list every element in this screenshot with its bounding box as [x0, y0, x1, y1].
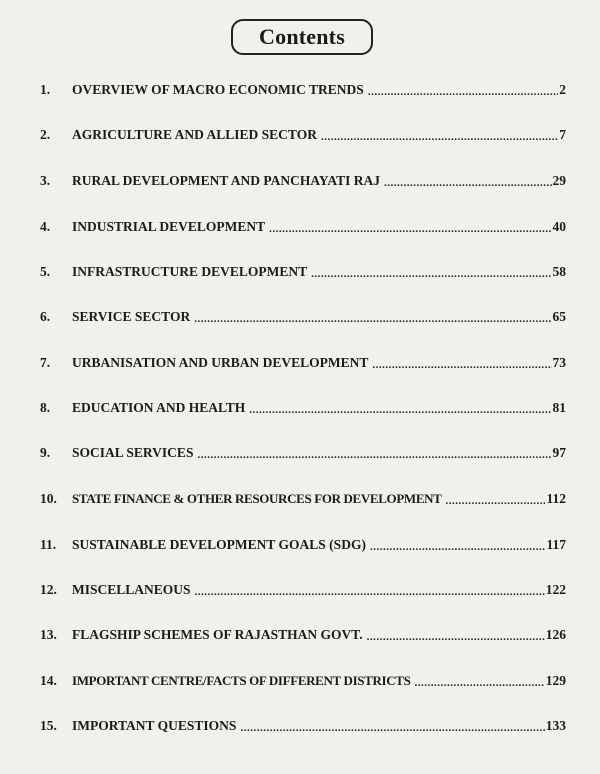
toc-entry-page: 2 — [559, 82, 566, 97]
toc-entry-title: OVERVIEW OF MACRO ECONOMIC TRENDS — [72, 82, 364, 97]
toc-entry-title: SUSTAINABLE DEVELOPMENT GOALS (SDG) — [72, 537, 366, 552]
toc-entry[interactable] — [40, 400, 566, 424]
toc-dot-leader — [240, 719, 544, 733]
toc-entry[interactable] — [40, 491, 566, 515]
toc-entry-page: 133 — [545, 718, 566, 733]
toc-dot-leader — [414, 674, 544, 688]
toc-entry-title: INFRASTRUCTURE DEVELOPMENT — [72, 264, 308, 279]
toc-entry-number: 14. — [40, 673, 57, 688]
toc-entry-number: 7. — [40, 355, 51, 370]
toc-entry-page: 122 — [545, 582, 566, 597]
toc-entry[interactable] — [40, 718, 566, 742]
toc-entry-page: 40 — [552, 219, 566, 234]
toc-entry-title: MISCELLANEOUS — [72, 582, 191, 597]
toc-entry-number: 3. — [40, 173, 51, 188]
toc-entry[interactable] — [40, 219, 566, 243]
toc-entry-page: 29 — [552, 173, 566, 188]
toc-entry-page: 65 — [552, 309, 566, 324]
toc-entry[interactable] — [40, 173, 566, 197]
toc-entry[interactable] — [40, 537, 566, 561]
toc-dot-leader — [368, 83, 558, 97]
toc-dot-leader — [311, 265, 551, 279]
toc-entry[interactable] — [40, 673, 566, 697]
toc-entry-number: 8. — [40, 400, 51, 415]
toc-dot-leader — [194, 310, 551, 324]
toc-entry-number: 11. — [40, 537, 57, 552]
toc-dot-leader — [249, 401, 551, 415]
toc-dot-leader — [321, 128, 558, 142]
toc-dot-leader — [367, 628, 545, 642]
toc-entry-number: 10. — [40, 491, 57, 506]
toc-dot-leader — [197, 446, 551, 460]
toc-entry-title: IMPORTANT CENTRE/FACTS OF DIFFERENT DISTRICTS — [72, 673, 411, 688]
toc-entry-title: INDUSTRIAL DEVELOPMENT — [72, 219, 266, 234]
toc-entry-page: 7 — [559, 127, 566, 142]
toc-dot-leader — [195, 583, 545, 597]
toc-entry-title: SERVICE SECTOR — [72, 309, 191, 324]
toc-dot-leader — [446, 492, 546, 506]
toc-entry-number: 5. — [40, 264, 51, 279]
toc-entry[interactable] — [40, 445, 566, 469]
toc-entry[interactable] — [40, 82, 566, 106]
toc-entry-number: 4. — [40, 219, 51, 234]
toc-entry-number: 2. — [40, 127, 51, 142]
toc-entry-number: 6. — [40, 309, 51, 324]
toc-entry-page: 73 — [552, 355, 566, 370]
toc-entry-page: 112 — [546, 491, 566, 506]
toc-dot-leader — [384, 174, 551, 188]
toc-entry-number: 13. — [40, 627, 57, 642]
toc-entry-title: AGRICULTURE AND ALLIED SECTOR — [72, 127, 317, 142]
toc-entry-title: FLAGSHIP SCHEMES OF RAJASTHAN GOVT. — [72, 627, 363, 642]
toc-entry-title: EDUCATION AND HEALTH — [72, 400, 246, 415]
toc-entry-page: 117 — [546, 537, 566, 552]
toc-entry-title: URBANISATION AND URBAN DEVELOPMENT — [72, 355, 369, 370]
toc-entry-title: IMPORTANT QUESTIONS — [72, 718, 237, 733]
toc-entry-page: 97 — [552, 445, 566, 460]
contents-title-box — [231, 19, 373, 55]
toc-entry[interactable] — [40, 309, 566, 333]
toc-entry-page: 58 — [552, 264, 566, 279]
toc-entry[interactable] — [40, 127, 566, 151]
toc-entry[interactable] — [40, 627, 566, 651]
toc-entry[interactable] — [40, 355, 566, 379]
toc-entry-page: 129 — [545, 673, 566, 688]
toc-entry-title: STATE FINANCE & OTHER RESOURCES FOR DEVELOPMENT — [72, 491, 442, 506]
toc-entry-title: RURAL DEVELOPMENT AND PANCHAYATI RAJ — [72, 173, 381, 188]
toc-entry[interactable] — [40, 264, 566, 288]
toc-entry-number: 12. — [40, 582, 57, 597]
toc-entry-number: 15. — [40, 718, 57, 733]
toc-dot-leader — [269, 220, 551, 234]
toc-dot-leader — [372, 356, 551, 370]
toc-entry-page: 126 — [545, 627, 566, 642]
toc-entry-title: SOCIAL SERVICES — [72, 445, 194, 460]
toc-entry-number: 1. — [40, 82, 51, 97]
page-title: Contents — [259, 24, 345, 49]
toc-entry-page: 81 — [552, 400, 566, 415]
toc-entry-number: 9. — [40, 445, 51, 460]
toc-dot-leader — [370, 538, 546, 552]
toc-entry[interactable] — [40, 582, 566, 606]
